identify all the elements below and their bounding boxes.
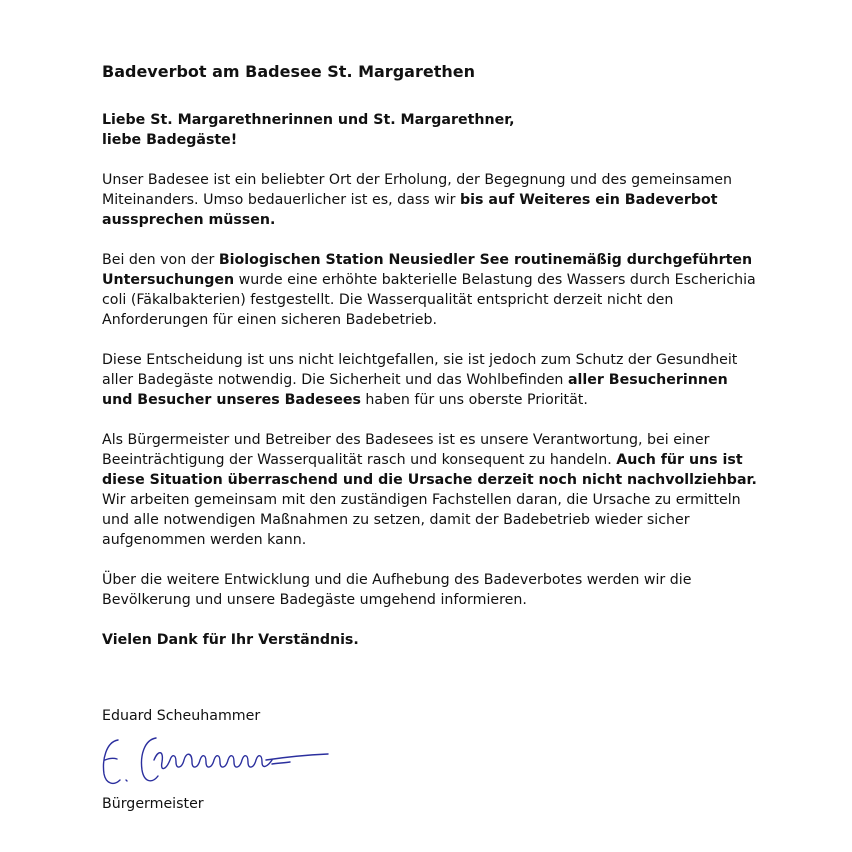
paragraph-1-bold-1: bis auf Weiteres ein Badeverbot aussprechen müssen.: [102, 192, 718, 228]
paragraph-4-text-1: Als Bürgermeister und Betreiber des Badesees ist es unsere Verantwortung, bei einer Beeinträchtigung der Wasserqualität rasch und konsequent zu handeln.: [102, 432, 710, 468]
salutation-line-1: Liebe St. Margarethnerinnen und St. Margarethner,: [102, 112, 515, 128]
signer-name: Eduard Scheuhammer: [102, 708, 261, 724]
paragraph-1: [102, 170, 762, 230]
paragraph-2-text-2: wurde eine erhöhte bakterielle Belastung des Wassers durch Escherichia coli (Fäkalbakterien) festgestellt. Die Wasserqualität entspricht derzeit nicht den Anforderungen für einen sicheren Badebetrieb.: [102, 272, 756, 328]
salutation-line-2: liebe Badegäste!: [102, 132, 238, 148]
signature-image: [96, 730, 336, 794]
paragraph-3: [102, 350, 762, 410]
paragraph-4-text-2: Wir arbeiten gemeinsam mit den zuständigen Fachstellen daran, die Ursache zu ermitteln und alle notwendigen Maßnahmen zu setzen, damit der Badebetrieb wieder sicher aufgenommen werden kann.: [102, 492, 741, 548]
paragraph-3-text-2: haben für uns oberste Priorität.: [360, 392, 588, 408]
salutation: [102, 110, 762, 150]
letter-title: Badeverbot am Badesee St. Margarethen: [102, 62, 475, 81]
paragraph-3-text-1: Diese Entscheidung ist uns nicht leichtgefallen, sie ist jedoch zum Schutz der Gesundheit aller Badegäste notwendig. Die Sicherheit und das Wohlbefinden: [102, 352, 738, 388]
paragraph-5: Über die weitere Entwicklung und die Aufhebung des Badeverbotes werden wir die Bevölkerung und unsere Badegäste umgehend informieren.: [102, 572, 692, 608]
paragraph-1-text-1: Unser Badesee ist ein beliebter Ort der Erholung, der Begegnung und des gemeinsamen Miteinanders. Umso bedauerlicher ist es, dass wir: [102, 172, 732, 208]
paragraph-2: [102, 250, 762, 330]
paragraph-4: [102, 430, 762, 550]
signer-role: Bürgermeister: [102, 796, 204, 812]
closing: Vielen Dank für Ihr Verständnis.: [102, 632, 359, 648]
letter: [102, 60, 762, 814]
paragraph-4-bold-1: Auch für uns ist diese Situation überraschend und die Ursache derzeit noch nicht nachvollziehbar.: [102, 452, 757, 488]
paragraph-2-text-1: Bei den von der: [102, 252, 219, 268]
paragraph-2-bold-1: Biologischen Station Neusiedler See routinemäßig durchgeführten Untersuchungen: [102, 252, 753, 288]
paragraph-3-bold-1: aller Besucherinnen und Besucher unseres Badesees: [102, 372, 728, 408]
